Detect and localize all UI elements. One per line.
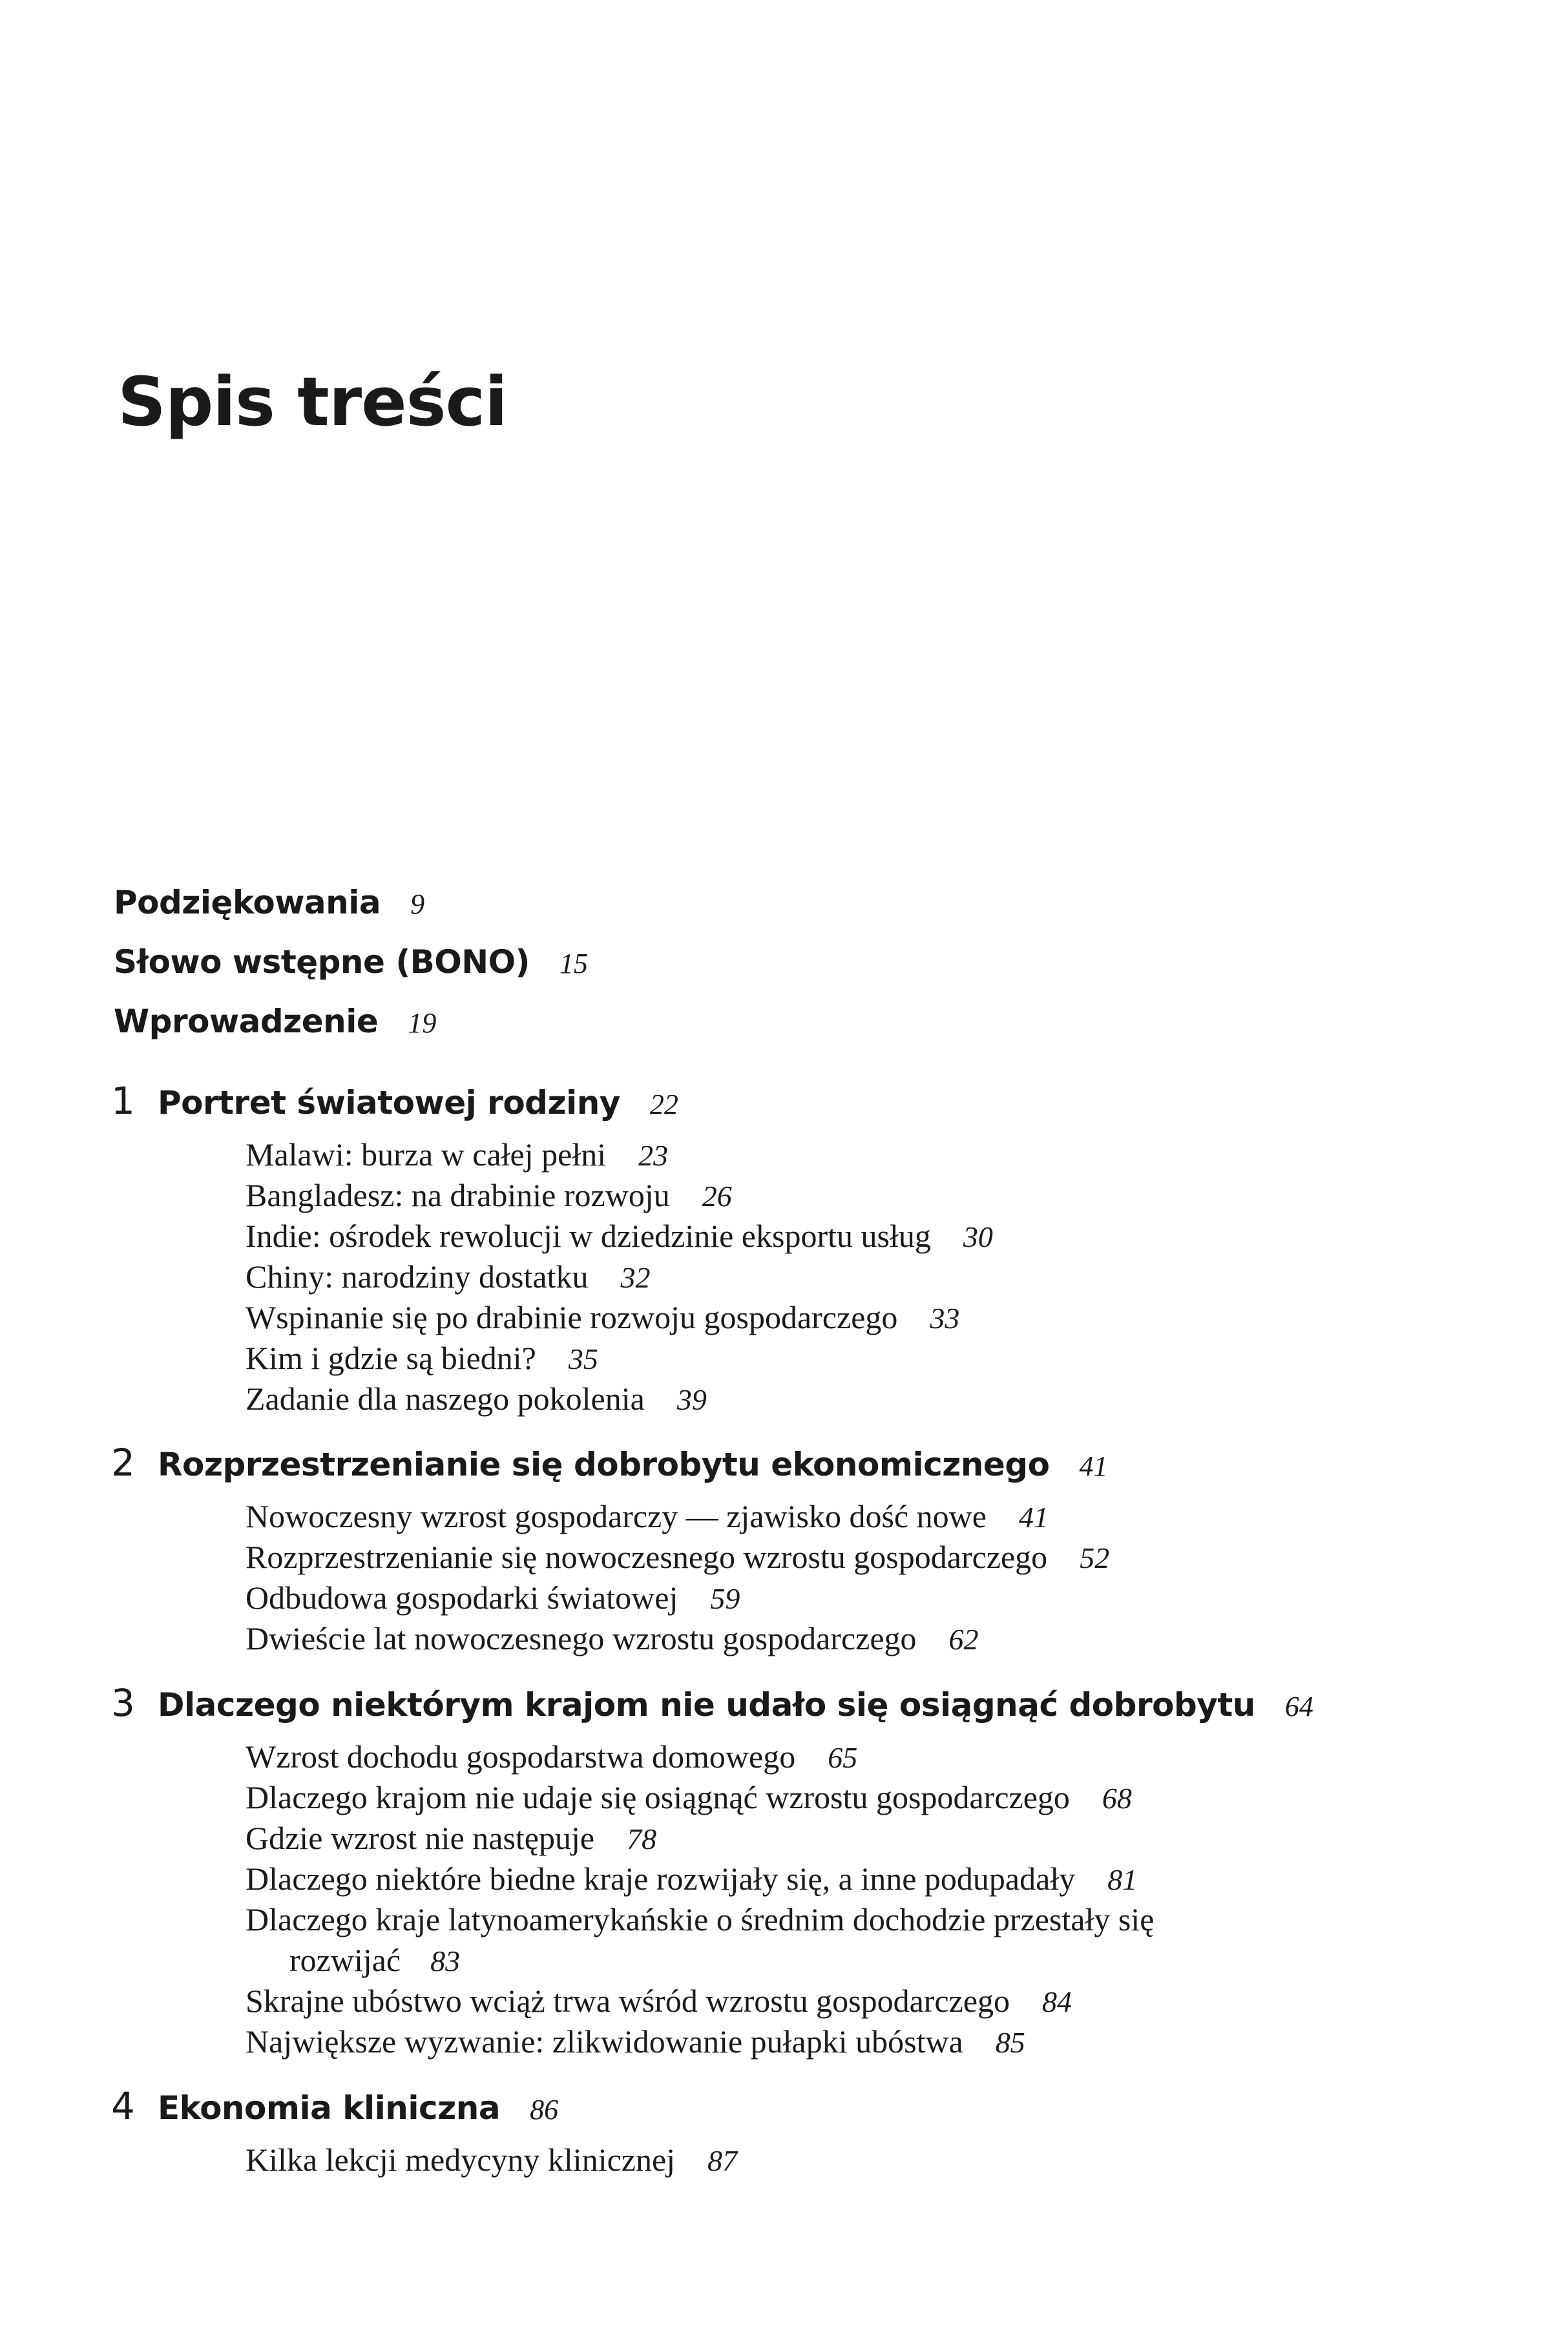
section-label: Chiny: narodziny dostatku (246, 1258, 589, 1295)
toc-section (246, 1258, 651, 1295)
section-label: Dwieście lat nowoczesnego wzrostu gospodarczego (246, 1620, 917, 1656)
toc-entry-label: Wprowadzenie (114, 1003, 379, 1040)
chapter-page: 86 (530, 2094, 559, 2125)
section-page: 65 (828, 1741, 858, 1774)
chapter-heading-2 (111, 1441, 1107, 1485)
chapter-page: 64 (1284, 1691, 1313, 1722)
chapter-number: 1 (111, 1079, 135, 1123)
section-label: Kilka lekcji medycyny klinicznej (246, 2142, 676, 2178)
section-page: 39 (676, 1383, 707, 1416)
section-label: Gdzie wzrost nie następuje (246, 1820, 595, 1856)
section-page: 52 (1080, 1541, 1110, 1574)
section-label: Największe wyzwanie: zlikwidowanie pułapki ubóstwa (246, 2023, 963, 2060)
toc-section-continuation (289, 1941, 460, 1979)
section-page: 78 (627, 1822, 657, 1855)
toc-section (246, 1176, 732, 1214)
section-page: 68 (1102, 1782, 1132, 1815)
section-page: 81 (1107, 1863, 1138, 1896)
toc-section (246, 1620, 979, 1657)
toc-section (246, 1217, 993, 1255)
toc-entry-foreword (114, 943, 588, 981)
toc-section (246, 1136, 668, 1173)
section-page: 59 (710, 1582, 740, 1615)
chapter-number: 4 (111, 2084, 135, 2128)
section-page: 33 (930, 1302, 960, 1335)
section-label: Kim i gdzie są biedni? (246, 1340, 536, 1376)
toc-entry-acknowledgements (114, 884, 424, 921)
section-label: Dlaczego niektóre biedne kraje rozwijały się, a inne podupadały (246, 1861, 1076, 1897)
chapter-title: Dlaczego niektórym krajom nie udało się osiągnąć dobrobytu (158, 1686, 1255, 1724)
section-label: Wzrost dochodu gospodarstwa domowego (246, 1738, 796, 1775)
toc-section (246, 1860, 1137, 1897)
toc-section (246, 1498, 1049, 1535)
section-label: Skrajne ubóstwo wciąż trwa wśród wzrostu gospodarczego (246, 1983, 1010, 2019)
chapter-title: Rozprzestrzenianie się dobrobytu ekonomicznego (158, 1446, 1050, 1483)
toc-entry-introduction (114, 1003, 436, 1040)
section-label: Bangladesz: na drabinie rozwoju (246, 1177, 670, 1213)
section-page: 85 (995, 2026, 1025, 2059)
section-page: 83 (430, 1945, 461, 1978)
chapter-heading-3 (111, 1681, 1313, 1725)
chapter-heading-1 (111, 1079, 678, 1123)
toc-section (246, 2023, 1025, 2060)
section-page: 62 (948, 1623, 979, 1656)
section-label: Rozprzestrzenianie się nowoczesnego wzrostu gospodarczego (246, 1539, 1048, 1575)
section-page: 32 (620, 1261, 651, 1294)
chapter-page: 22 (649, 1089, 678, 1120)
chapter-heading-4 (111, 2084, 558, 2128)
toc-entry-page: 15 (559, 948, 589, 979)
section-label: Odbudowa gospodarki światowej (246, 1580, 678, 1616)
toc-section (246, 1901, 1154, 1938)
section-label: Indie: ośrodek rewolucji w dziedzinie eksportu usług (246, 1218, 931, 1254)
toc-entry-page: 19 (408, 1007, 437, 1039)
section-label: Zadanie dla naszego pokolenia (246, 1381, 645, 1417)
chapter-page: 41 (1079, 1450, 1108, 1482)
chapter-number: 2 (111, 1441, 135, 1485)
section-page: 87 (707, 2144, 738, 2177)
toc-section (246, 1738, 857, 1775)
toc-section (246, 1299, 959, 1336)
toc-section (246, 1779, 1132, 1816)
page-title: Spis treści (118, 362, 507, 441)
toc-section (246, 1380, 707, 1417)
section-label: Nowoczesny wzrost gospodarczy — zjawisko dość nowe (246, 1498, 987, 1534)
section-label: Wspinanie się po drabinie rozwoju gospodarczego (246, 1299, 898, 1335)
toc-section (246, 1538, 1109, 1576)
toc-entry-label: Podziękowania (114, 884, 381, 921)
toc-section (246, 1579, 740, 1616)
section-page: 84 (1042, 1985, 1072, 2018)
toc-section (246, 1982, 1072, 2020)
section-page: 35 (568, 1342, 598, 1375)
chapter-title: Portret światowej rodziny (158, 1084, 620, 1122)
section-label: rozwijać (289, 1942, 401, 1978)
section-page: 41 (1018, 1501, 1049, 1534)
chapter-number: 3 (111, 1681, 135, 1725)
toc-entry-page: 9 (410, 888, 425, 920)
toc-section (246, 1819, 656, 1857)
section-page: 23 (638, 1139, 669, 1172)
chapter-title: Ekonomia kliniczna (158, 2089, 501, 2127)
section-label: Dlaczego kraje latynoamerykańskie o średnim dochodzie przestały się (246, 1901, 1155, 1937)
section-page: 26 (702, 1180, 732, 1213)
toc-section (246, 2141, 737, 2178)
section-page: 30 (963, 1220, 993, 1253)
toc-section (246, 1339, 598, 1377)
toc-entry-label: Słowo wstępne (BONO) (114, 943, 530, 981)
section-label: Malawi: burza w całej pełni (246, 1136, 607, 1173)
section-label: Dlaczego krajom nie udaje się osiągnąć wzrostu gospodarczego (246, 1779, 1070, 1815)
